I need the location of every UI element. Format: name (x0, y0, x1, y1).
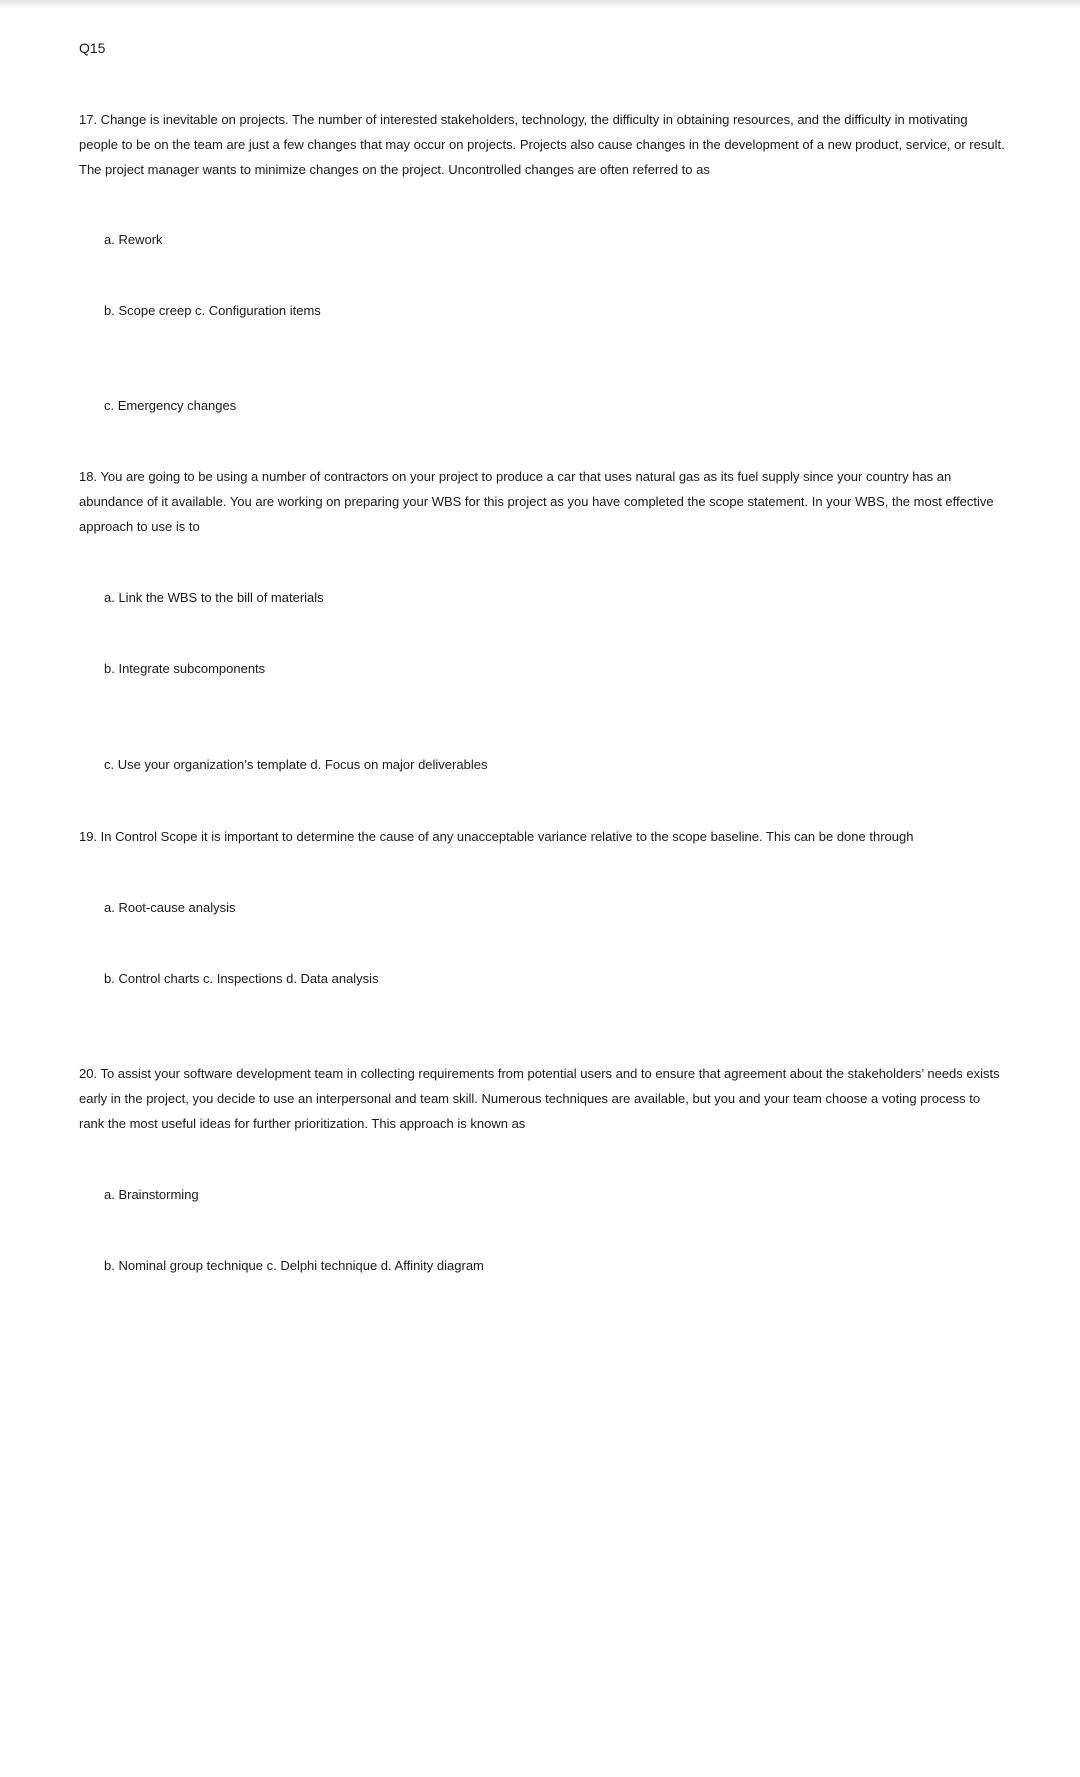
question-17-text: 17. Change is inevitable on projects. The number of interested stakeholders, technology, the difficulty in obtaining resources, and the difficulty in motivating people to be on the team are just a few changes that may occur on projects. Projects also cause changes in the development of a new product, service, or result. The project manager wants to minimize changes on the project. Uncontrolled changes are often referred to as (79, 112, 1005, 177)
question-17-option-a: a. Rework (104, 232, 163, 247)
question-19-text: 19. In Control Scope it is important to determine the cause of any unacceptable variance relative to the scope baseline. This can be done through (79, 829, 914, 844)
question-19-option-a: a. Root-cause analysis (104, 900, 236, 915)
page-label: Q15 (79, 40, 106, 56)
question-18-option-a: a. Link the WBS to the bill of materials (104, 590, 324, 605)
question-18-option-b: b. Integrate subcomponents (104, 661, 266, 676)
question-18-text: 18. You are going to be using a number of contractors on your project to produce a car that uses natural gas as its fuel supply since your country has an abundance of it available. You are working on preparing your WBS for this project as you have completed the scope statement. In your WBS, the most effective approach to use is to (79, 469, 994, 534)
question-17-option-c: c. Emergency changes (104, 398, 237, 413)
question-20-option-b: b. Nominal group technique c. Delphi technique d. Affinity diagram (104, 1258, 484, 1273)
question-19-option-b: b. Control charts c. Inspections d. Data analysis (104, 971, 379, 986)
question-20-option-a: a. Brainstorming (104, 1187, 199, 1202)
question-18-option-c: c. Use your organization’s template d. Focus on major deliverables (104, 757, 488, 772)
question-20-text: 20. To assist your software development team in collecting requirements from potential users and to ensure that agreement about the stakeholders’ needs exists early in the project, you decide to use an interpersonal and team skill. Numerous techniques are available, but you and your team choose a voting process to rank the most useful ideas for further prioritization. This approach is known as (79, 1066, 1000, 1131)
question-17-option-b: b. Scope creep c. Configuration items (104, 303, 321, 318)
